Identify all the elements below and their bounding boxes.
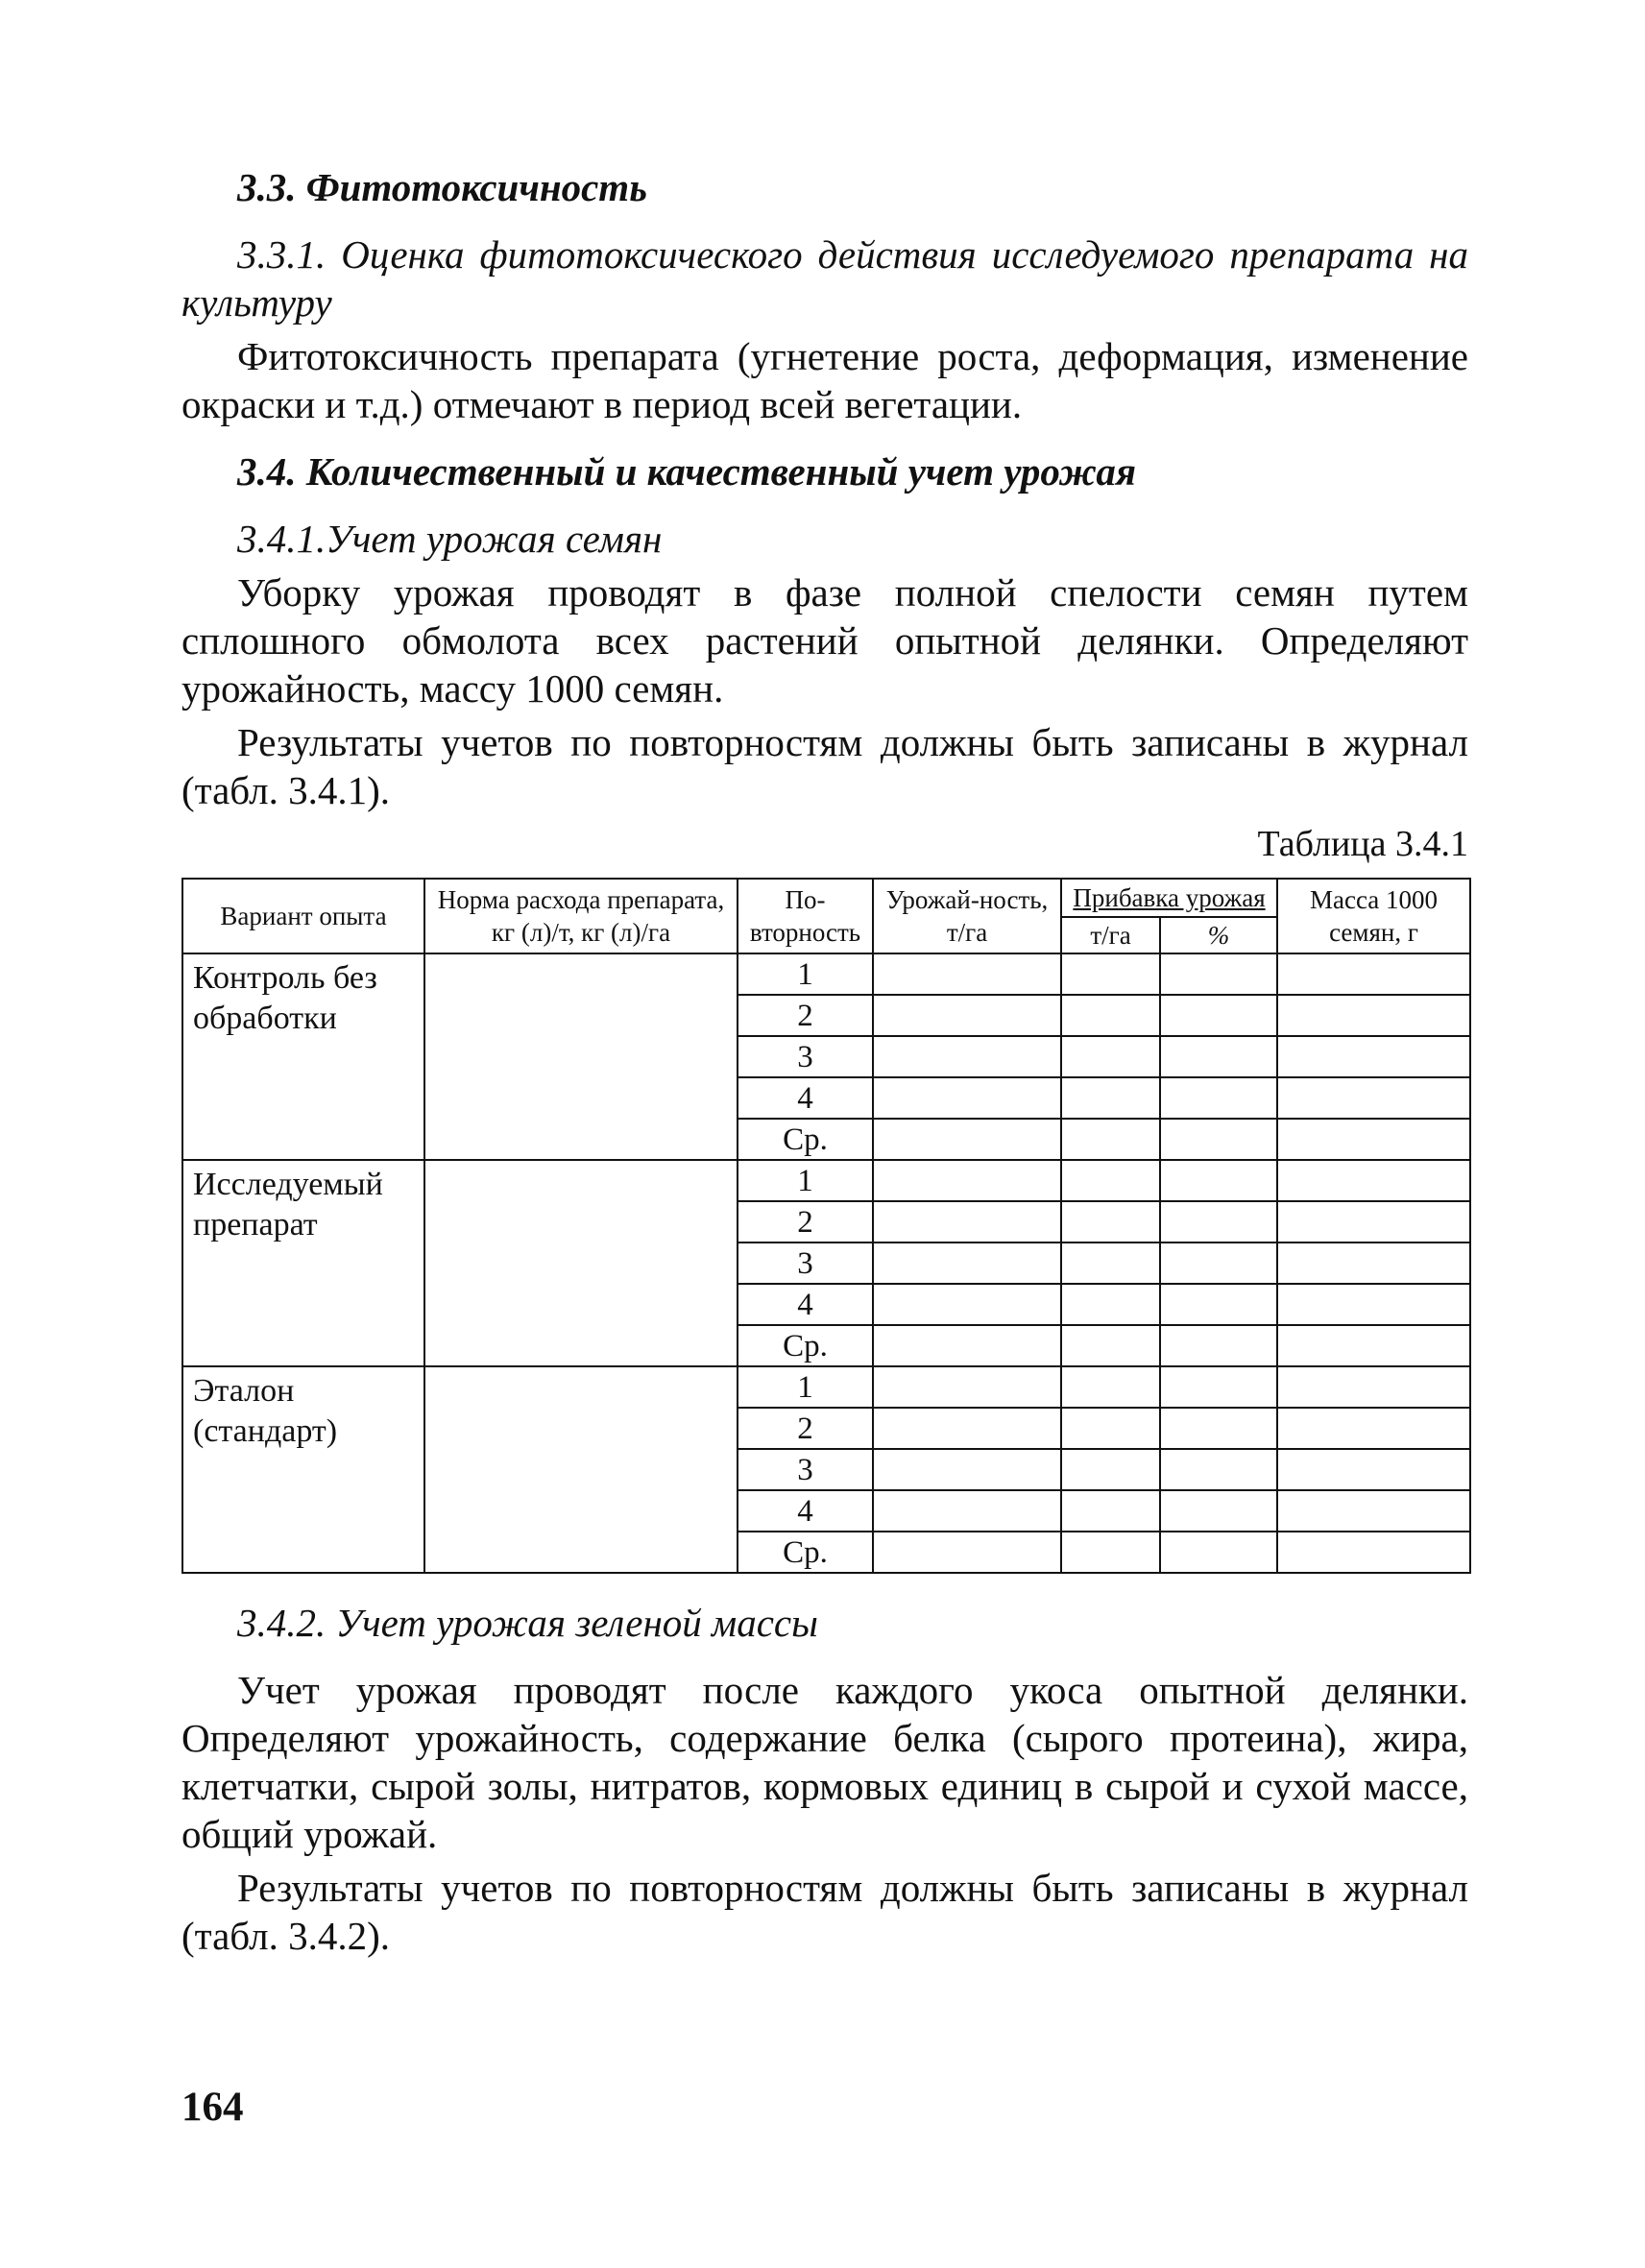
yield-cell [873,1119,1061,1160]
gain-tha-cell [1061,953,1160,995]
header-gain-tha: т/га [1061,917,1160,953]
page-number: 164 [181,2085,244,2130]
mass-cell [1277,1119,1470,1160]
seed-yield-table [181,878,1471,1574]
mass-cell [1277,1366,1470,1408]
header-repetition-text: По-вторность [749,885,861,947]
norm-cell [424,953,738,1160]
mass-cell [1277,1284,1470,1325]
repetition-cell: Ср. [738,1532,873,1573]
header-gain-text: Прибавка урожая [1073,883,1266,912]
gain-pct-cell [1160,1160,1277,1201]
mass-cell [1277,1160,1470,1201]
repetition-cell: 4 [738,1284,873,1325]
table-row [182,1366,1470,1408]
mass-cell [1277,1490,1470,1532]
mass-cell [1277,1201,1470,1243]
repetition-cell: 4 [738,1490,873,1532]
header-gain [1061,879,1277,917]
table-caption: Таблица 3.4.1 [1257,824,1468,864]
gain-pct-cell [1160,1408,1277,1449]
gain-pct-cell [1160,1077,1277,1119]
header-yield: Урожай-ность, т/га [873,879,1061,953]
yield-cell [873,1490,1061,1532]
paragraph-results-journal-2: Результаты учетов по повторностям должны быть записаны в журнал (табл. 3.4.2). [181,1866,1468,1958]
gain-tha-cell [1061,1449,1160,1490]
yield-cell [873,1449,1061,1490]
mass-cell [1277,1408,1470,1449]
repetition-cell: 3 [738,1036,873,1077]
subsection-heading-3-3-1: 3.3.1. Оценка фитотоксического действия исследуемого препарата на культуру [181,232,1468,325]
gain-tha-cell [1061,1077,1160,1119]
paragraph-harvest: Уборку урожая проводят в фазе полной спелости семян путем сплошного обмолота всех растений опытной делянки. Определяют урожайность, массу 1000 семян. [181,570,1468,711]
gain-tha-cell [1061,1160,1160,1201]
yield-cell [873,953,1061,995]
gain-tha-cell [1061,1201,1160,1243]
yield-cell [873,995,1061,1036]
header-norm: Норма расхода препарата, кг (л)/т, кг (л)/га [424,879,738,953]
repetition-cell: 3 [738,1243,873,1284]
gain-tha-cell [1061,1532,1160,1573]
gain-pct-cell [1160,995,1277,1036]
yield-cell [873,1160,1061,1201]
norm-cell [424,1160,738,1366]
gain-tha-cell [1061,1366,1160,1408]
mass-cell [1277,1325,1470,1366]
repetition-cell: 3 [738,1449,873,1490]
gain-pct-cell [1160,1243,1277,1284]
section-heading-3-4: 3.4. Количественный и качественный учет урожая [237,449,1136,494]
page-content [181,163,1468,1960]
gain-pct-cell [1160,1366,1277,1408]
yield-cell [873,1201,1061,1243]
yield-cell [873,1243,1061,1284]
table-row [182,953,1470,995]
header-gain-pct: % [1160,917,1277,953]
gain-pct-cell [1160,1284,1277,1325]
gain-tha-cell [1061,1243,1160,1284]
repetition-cell: 1 [738,1160,873,1201]
gain-pct-cell [1160,1325,1277,1366]
variant-cell: Контроль без обработки [182,953,424,1160]
repetition-cell: Ср. [738,1325,873,1366]
paragraph-phytotoxicity: Фитотоксичность препарата (угнетение роста, деформация, изменение окраски и т.д.) отмечают в период всей вегетации. [181,334,1468,426]
variant-cell: Эталон (стандарт) [182,1366,424,1573]
header-mass: Масса 1000 семян, г [1277,879,1470,953]
gain-pct-cell [1160,1490,1277,1532]
subsection-heading-3-4-1: 3.4.1.Учет урожая семян [237,517,663,561]
norm-cell [424,1366,738,1573]
variant-cell: Исследуемый препарат [182,1160,424,1366]
repetition-cell: 1 [738,1366,873,1408]
subsection-heading-3-4-2: 3.4.2. Учет урожая зеленой массы [237,1601,818,1645]
paragraph-results-journal: Результаты учетов по повторностям должны быть записаны в журнал (табл. 3.4.1). [181,720,1468,812]
gain-tha-cell [1061,1036,1160,1077]
header-variant: Вариант опыта [182,879,424,953]
table-body [182,953,1470,1573]
header-repetition [738,879,873,953]
gain-pct-cell [1160,1119,1277,1160]
section-heading-3-3: 3.3. Фитотоксичность [237,165,647,209]
mass-cell [1277,995,1470,1036]
yield-cell [873,1284,1061,1325]
repetition-cell: 2 [738,995,873,1036]
yield-cell [873,1366,1061,1408]
gain-tha-cell [1061,1284,1160,1325]
mass-cell [1277,1532,1470,1573]
repetition-cell: 2 [738,1408,873,1449]
mass-cell [1277,1077,1470,1119]
mass-cell [1277,953,1470,995]
mass-cell [1277,1449,1470,1490]
yield-cell [873,1408,1061,1449]
repetition-cell: Ср. [738,1119,873,1160]
mass-cell [1277,1243,1470,1284]
mass-cell [1277,1036,1470,1077]
yield-cell [873,1036,1061,1077]
gain-pct-cell [1160,1036,1277,1077]
gain-pct-cell [1160,1532,1277,1573]
repetition-cell: 2 [738,1201,873,1243]
gain-pct-cell [1160,953,1277,995]
gain-tha-cell [1061,995,1160,1036]
repetition-cell: 4 [738,1077,873,1119]
gain-tha-cell [1061,1325,1160,1366]
gain-pct-cell [1160,1201,1277,1243]
yield-cell [873,1325,1061,1366]
gain-pct-cell [1160,1449,1277,1490]
table-row [182,1160,1470,1201]
yield-cell [873,1077,1061,1119]
gain-tha-cell [1061,1408,1160,1449]
gain-tha-cell [1061,1490,1160,1532]
paragraph-green-mass: Учет урожая проводят после каждого укоса опытной делянки. Определяют урожайность, содержание белка (сырого протеина), жира, клетчатки, сырой золы, нитратов, кормовых единиц в сырой и сухой массе, общий урожай. [181,1668,1468,1856]
repetition-cell: 1 [738,953,873,995]
yield-cell [873,1532,1061,1573]
gain-tha-cell [1061,1119,1160,1160]
